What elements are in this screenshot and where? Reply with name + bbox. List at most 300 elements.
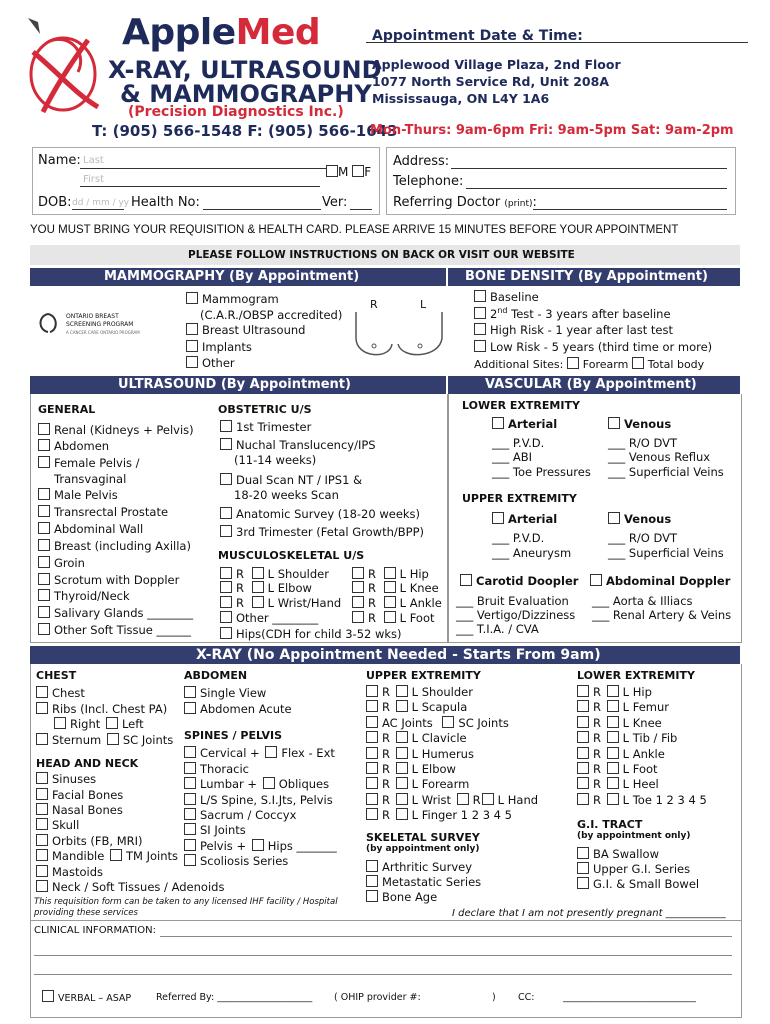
xray-single-view[interactable] <box>184 686 266 700</box>
option-label: Transrectal Prostate <box>54 505 169 519</box>
r-checkbox[interactable] <box>366 762 378 774</box>
xray-pelvis[interactable] <box>184 839 337 853</box>
l-checkbox[interactable] <box>396 700 408 712</box>
flex-ext-label: Flex - Ext <box>281 746 335 760</box>
ob-third-trimester[interactable] <box>220 525 424 539</box>
us-abdominal-wall[interactable] <box>38 522 143 536</box>
l-checkbox[interactable] <box>384 567 396 579</box>
msk-hip[interactable] <box>352 567 429 581</box>
xray-wrist-hand[interactable] <box>366 793 538 807</box>
lower-art-toe[interactable]: ___ Toe Pressures <box>492 465 591 479</box>
obsp-line3: A CANCER CARE ONTARIO PROGRAM <box>66 330 140 335</box>
checkbox[interactable] <box>36 803 48 815</box>
l-label: L <box>622 793 630 807</box>
checkbox[interactable] <box>366 860 378 872</box>
telephone-line[interactable] <box>466 188 727 189</box>
ob-first-trimester[interactable] <box>220 420 311 434</box>
xray-skull[interactable] <box>36 818 79 832</box>
checkbox[interactable] <box>38 589 50 601</box>
referred-by[interactable]: Referred By: ____________________ <box>156 992 313 1003</box>
r-checkbox[interactable] <box>577 700 589 712</box>
appointment-line[interactable] <box>366 42 748 43</box>
option-label: Arterial <box>508 417 558 431</box>
us-breast[interactable] <box>38 539 191 553</box>
r-checkbox[interactable] <box>366 747 378 759</box>
referring-line[interactable] <box>533 209 727 210</box>
us-scrotum[interactable] <box>38 573 179 587</box>
checkbox[interactable] <box>42 990 54 1002</box>
r-checkbox[interactable] <box>220 581 232 593</box>
r-label: R <box>593 793 601 807</box>
option-label: Breast (including Axilla) <box>54 539 191 553</box>
ver-line[interactable] <box>350 209 372 210</box>
dob-field[interactable]: dd / mm / yy <box>72 198 130 208</box>
checkbox[interactable] <box>474 323 486 335</box>
f-checkbox[interactable] <box>352 165 364 177</box>
xray-heel[interactable] <box>577 777 659 791</box>
l-checkbox[interactable] <box>396 793 408 805</box>
msk-heading: MUSCULOSKELETAL U/S <box>218 549 365 562</box>
xray-scoliosis[interactable] <box>184 854 288 868</box>
l-checkbox[interactable] <box>252 581 264 593</box>
xray-scapula[interactable] <box>366 700 467 714</box>
verbal-asap[interactable] <box>42 990 131 1004</box>
baseline-option[interactable] <box>474 290 539 304</box>
dob-line <box>72 209 124 210</box>
r-checkbox[interactable] <box>577 747 589 759</box>
xray-orbits[interactable] <box>36 834 143 848</box>
checkbox[interactable] <box>577 877 589 889</box>
checkbox[interactable] <box>38 606 50 618</box>
r-checkbox[interactable] <box>577 716 589 728</box>
l-checkbox[interactable] <box>384 581 396 593</box>
checkbox[interactable] <box>608 417 620 429</box>
m-checkbox[interactable] <box>326 165 338 177</box>
checkbox[interactable] <box>36 788 48 800</box>
checkbox[interactable] <box>38 488 50 500</box>
spines-heading: SPINES / PELVIS <box>184 729 282 742</box>
us-renal[interactable] <box>38 423 194 437</box>
obsp-line1: ONTARIO BREAST <box>66 313 119 320</box>
mammography-other-option[interactable] <box>186 356 235 370</box>
l-checkbox[interactable] <box>252 567 264 579</box>
checkbox[interactable] <box>366 875 378 887</box>
l-label: L <box>622 777 630 791</box>
option-label: Foot <box>632 762 658 776</box>
xray-femur[interactable] <box>577 700 669 714</box>
msk-shoulder[interactable] <box>220 567 329 581</box>
abdominal-renal[interactable]: ___ Renal Artery & Veins <box>592 608 732 622</box>
xray-thoracic[interactable] <box>184 762 249 776</box>
xray-nasal-bones[interactable] <box>36 803 123 817</box>
msk-wrist-hand[interactable] <box>220 596 341 610</box>
option-label: Other Soft Tissue ______ <box>54 623 192 637</box>
option-label: Sinuses <box>52 772 97 786</box>
checkbox[interactable] <box>38 439 50 451</box>
xray-neck-soft-tissue[interactable] <box>36 880 224 894</box>
referring-print: (print) <box>504 199 533 209</box>
checkbox[interactable] <box>186 292 198 304</box>
flex-ext-checkbox[interactable] <box>265 746 277 758</box>
msk-elbow[interactable] <box>220 581 312 595</box>
xray-ribs[interactable] <box>36 702 167 716</box>
l-checkbox[interactable] <box>607 777 619 789</box>
apple-logo-icon <box>18 12 108 122</box>
ultrasound-title-text: ULTRASOUND <box>118 377 217 392</box>
checkbox[interactable] <box>184 702 196 714</box>
l-checkbox[interactable] <box>396 685 408 697</box>
lower-ven-reflux[interactable]: ___ Venous Reflux <box>608 450 711 464</box>
xray-si-joints[interactable] <box>184 823 246 837</box>
xray-tib-fib[interactable] <box>577 731 677 745</box>
r-checkbox[interactable] <box>577 685 589 697</box>
option-label: Nuchal Translucency/IPS <box>236 438 376 452</box>
xray-elbow[interactable] <box>366 762 456 776</box>
checkbox[interactable] <box>590 574 602 586</box>
option-label: Ribs (Incl. Chest PA) <box>52 702 168 716</box>
option-label: L Hip <box>399 567 429 581</box>
ob-anatomic[interactable] <box>220 507 420 521</box>
xray-metastatic[interactable] <box>366 875 481 889</box>
checkbox[interactable] <box>184 854 196 866</box>
l-checkbox[interactable] <box>252 596 264 608</box>
xray-clavicle[interactable] <box>366 731 467 745</box>
l-checkbox[interactable] <box>396 747 408 759</box>
l-checkbox[interactable] <box>396 808 408 820</box>
tm-joints-label: TM Joints <box>125 849 178 863</box>
option-label: Abdominal Wall <box>54 522 144 536</box>
checkbox[interactable] <box>220 627 232 639</box>
xray-toe[interactable] <box>577 793 707 807</box>
ihf-note-line1: This requisition form can be taken to any licensed IHF facility / Hospital <box>34 897 338 907</box>
checkbox[interactable] <box>608 512 620 524</box>
option-label: Pelvis + <box>200 839 247 853</box>
xray-mastoids[interactable] <box>36 865 103 879</box>
xray-foot[interactable] <box>577 762 658 776</box>
hips-checkbox[interactable] <box>252 839 264 851</box>
mammogram-option[interactable] <box>186 292 279 306</box>
pregnancy-declaration[interactable]: I declare that I am not presently pregnant ____________ <box>452 908 726 919</box>
hand-label: Hand <box>507 793 539 807</box>
checkbox[interactable] <box>36 818 48 830</box>
option-label: Clavicle <box>421 731 467 745</box>
option-label: Baseline <box>490 290 539 304</box>
xray-hip[interactable] <box>577 685 652 699</box>
xray-lumbar[interactable] <box>184 777 329 791</box>
total-body-checkbox[interactable] <box>632 357 644 369</box>
us-salivary[interactable] <box>38 606 193 620</box>
referring-doctor <box>393 195 537 210</box>
carotid-vertigo[interactable]: ___ Vertigo/Dizziness <box>456 608 576 622</box>
us-transrectal[interactable] <box>38 505 168 519</box>
r-label: R <box>593 777 601 791</box>
obliques-checkbox[interactable] <box>263 777 275 789</box>
checkbox[interactable] <box>220 525 232 537</box>
r-checkbox[interactable] <box>220 596 232 608</box>
checkbox[interactable] <box>474 307 486 319</box>
checkbox[interactable] <box>492 512 504 524</box>
checkbox[interactable] <box>474 290 486 302</box>
checkbox[interactable] <box>186 356 198 368</box>
xray-title <box>196 646 601 664</box>
option-label: Forearm <box>421 777 470 791</box>
breast-ultrasound-option[interactable] <box>186 323 305 337</box>
breast-diagram[interactable] <box>350 308 450 368</box>
us-abdomen[interactable] <box>38 439 109 453</box>
head-neck-heading: HEAD AND NECK <box>36 757 139 770</box>
checkbox[interactable] <box>184 823 196 835</box>
checkbox[interactable] <box>36 834 48 846</box>
ob-nuchal-weeks: (11-14 weeks) <box>234 453 317 467</box>
carotid-bruit[interactable]: ___ Bruit Evaluation <box>456 594 569 608</box>
r-checkbox[interactable] <box>366 731 378 743</box>
upper-ven-superficial[interactable]: ___ Superficial Veins <box>608 546 724 560</box>
r-checkbox[interactable] <box>366 700 378 712</box>
upper-venous[interactable] <box>608 512 671 526</box>
obsp-logo <box>36 312 66 338</box>
xray-upper-gi[interactable] <box>577 862 690 876</box>
msk-ankle[interactable] <box>352 596 442 610</box>
checkbox[interactable] <box>38 573 50 585</box>
checkbox[interactable] <box>184 793 196 805</box>
checkbox[interactable] <box>220 611 232 623</box>
carotid-tia[interactable]: ___ T.I.A. / CVA <box>456 622 539 636</box>
xray-finger[interactable] <box>366 808 512 822</box>
option-label-rest: Test - 3 years after baseline <box>507 306 671 321</box>
breast-l-label: L <box>420 298 427 311</box>
option-label: Femur <box>632 700 670 714</box>
checkbox[interactable] <box>36 686 48 698</box>
us-male-pelvis[interactable] <box>38 488 118 502</box>
checkbox[interactable] <box>36 733 48 745</box>
option-label: Implants <box>202 340 252 354</box>
checkbox[interactable] <box>36 880 48 892</box>
right-checkbox[interactable] <box>54 717 66 729</box>
xray-abdomen-acute[interactable] <box>184 702 292 716</box>
checkbox[interactable] <box>184 686 196 698</box>
checkbox[interactable] <box>38 623 50 635</box>
l-label: L <box>622 700 630 714</box>
checkbox[interactable] <box>38 522 50 534</box>
l-label: L <box>497 793 505 807</box>
l-label: L <box>622 747 630 761</box>
msk-other[interactable] <box>220 611 318 625</box>
r-checkbox[interactable] <box>352 611 364 623</box>
option-label: Hip <box>632 685 652 699</box>
first-name-field[interactable]: First <box>83 174 105 185</box>
l-checkbox[interactable] <box>607 762 619 774</box>
r-checkbox[interactable] <box>577 762 589 774</box>
upper-art-aneurysm[interactable]: ___ Aneurysm <box>492 546 572 560</box>
xray-facial-bones[interactable] <box>36 788 123 802</box>
checkbox[interactable] <box>38 423 50 435</box>
upper-arterial[interactable] <box>492 512 557 526</box>
lower-ven-superficial[interactable]: ___ Superficial Veins <box>608 465 724 479</box>
lower-venous[interactable] <box>608 417 671 431</box>
checkbox[interactable] <box>38 505 50 517</box>
option-label: Groin <box>54 556 85 570</box>
health-no-line[interactable] <box>203 209 321 210</box>
checkbox[interactable] <box>577 847 589 859</box>
hand-l-checkbox[interactable] <box>482 793 494 805</box>
checkbox[interactable] <box>184 808 196 820</box>
xray-sacrum[interactable] <box>184 808 296 822</box>
xray-sternum[interactable] <box>36 733 173 747</box>
checkbox[interactable] <box>577 862 589 874</box>
option-label: Low Risk - 5 years (third time or more) <box>490 340 713 354</box>
l-checkbox[interactable] <box>607 700 619 712</box>
r-checkbox[interactable] <box>577 777 589 789</box>
clinical-info-line1[interactable] <box>160 936 732 937</box>
r-checkbox[interactable] <box>366 777 378 789</box>
l-checkbox[interactable] <box>396 762 408 774</box>
implants-option[interactable] <box>186 340 252 354</box>
l-checkbox[interactable] <box>607 793 619 805</box>
option-label: G.I. & Small Bowel <box>593 877 700 891</box>
ohip-provider[interactable]: ( OHIP provider #: <box>334 992 421 1003</box>
checkbox[interactable] <box>36 849 48 861</box>
forearm-checkbox[interactable] <box>567 357 579 369</box>
us-thyroid[interactable] <box>38 589 130 603</box>
lower-art-abi[interactable]: ___ ABI <box>492 450 533 464</box>
xray-humerus[interactable] <box>366 747 474 761</box>
carotid-doppler[interactable] <box>460 574 578 588</box>
checkbox[interactable] <box>186 323 198 335</box>
r-checkbox[interactable] <box>577 793 589 805</box>
msk-hips[interactable] <box>220 627 402 641</box>
checkbox[interactable] <box>492 417 504 429</box>
address-line2: 1077 North Service Rd, Unit 208A <box>372 74 609 89</box>
ob-nuchal[interactable] <box>220 438 376 452</box>
xray-bone-age[interactable] <box>366 890 437 904</box>
cc-line[interactable]: ____________________________ <box>563 992 696 1003</box>
r-checkbox[interactable] <box>366 793 378 805</box>
ob-dual-scan[interactable] <box>220 473 362 487</box>
lower-art-pvd[interactable]: ___ P.V.D. <box>492 436 545 450</box>
r-label: R <box>368 596 376 610</box>
xray-sinuses[interactable] <box>36 772 96 786</box>
checkbox[interactable] <box>38 539 50 551</box>
lower-arterial[interactable] <box>492 417 557 431</box>
checkbox[interactable] <box>36 865 48 877</box>
abdominal-aorta[interactable]: ___ Aorta & Illiacs <box>592 594 693 608</box>
abdominal-doppler[interactable] <box>590 574 730 588</box>
l-checkbox[interactable] <box>384 596 396 608</box>
checkbox[interactable] <box>36 702 48 714</box>
r-checkbox[interactable] <box>366 685 378 697</box>
xray-forearm[interactable] <box>366 777 469 791</box>
xray-ls-spine[interactable] <box>184 793 333 807</box>
us-soft-tissue[interactable] <box>38 623 191 637</box>
us-female-pelvis[interactable] <box>38 456 140 470</box>
second-test-option[interactable] <box>474 306 671 321</box>
upper-ven-dvt[interactable]: ___ R/O DVT <box>608 531 678 545</box>
r-checkbox[interactable] <box>220 567 232 579</box>
clinical-info-line3[interactable] <box>34 974 732 975</box>
option-label: L Knee <box>399 581 439 595</box>
l-checkbox[interactable] <box>396 731 408 743</box>
l-checkbox[interactable] <box>607 685 619 697</box>
r-checkbox[interactable] <box>352 567 364 579</box>
r-checkbox[interactable] <box>366 808 378 820</box>
checkbox[interactable] <box>460 574 472 586</box>
low-risk-option[interactable] <box>474 340 712 354</box>
checkbox[interactable] <box>184 746 196 758</box>
address-line[interactable] <box>451 168 727 169</box>
checkbox[interactable] <box>184 762 196 774</box>
xray-chest[interactable] <box>36 686 85 700</box>
hand-r-checkbox[interactable] <box>457 793 469 805</box>
xray-cervical[interactable] <box>184 746 335 760</box>
xray-ba-swallow[interactable] <box>577 847 659 861</box>
l-checkbox[interactable] <box>607 747 619 759</box>
vascular-lower-heading: LOWER EXTREMITY <box>462 399 580 412</box>
option-label: Orbits (FB, MRI) <box>52 834 143 848</box>
checkbox[interactable] <box>184 777 196 789</box>
l-checkbox[interactable] <box>607 731 619 743</box>
tm-joints-checkbox[interactable] <box>110 849 122 861</box>
msk-knee[interactable] <box>352 581 439 595</box>
l-checkbox[interactable] <box>607 716 619 728</box>
checkbox[interactable] <box>38 556 50 568</box>
r-checkbox[interactable] <box>352 581 364 593</box>
msk-foot[interactable] <box>352 611 435 625</box>
checkbox[interactable] <box>186 340 198 352</box>
l-checkbox[interactable] <box>396 777 408 789</box>
option-label: Shoulder <box>421 685 473 699</box>
xray-mandible[interactable] <box>36 849 178 863</box>
checkbox[interactable] <box>220 507 232 519</box>
r-checkbox[interactable] <box>352 596 364 608</box>
checkbox[interactable] <box>184 839 196 851</box>
checkbox[interactable] <box>220 473 232 485</box>
bone-density-title <box>465 268 708 286</box>
sc-joints-checkbox[interactable] <box>107 733 119 745</box>
checkbox[interactable] <box>220 420 232 432</box>
upper-art-pvd[interactable]: ___ P.V.D. <box>492 531 545 545</box>
l-checkbox[interactable] <box>384 611 396 623</box>
ac-joints-checkbox[interactable] <box>366 716 378 728</box>
skeletal-survey-heading: SKELETAL SURVEY <box>366 831 480 844</box>
r-label: R <box>236 581 244 595</box>
option-label: Mastoids <box>52 865 103 879</box>
xray-arthritic[interactable] <box>366 860 472 874</box>
r-label: R <box>368 567 376 581</box>
lower-ven-dvt[interactable]: ___ R/O DVT <box>608 436 678 450</box>
sc-joints-checkbox[interactable] <box>442 716 454 728</box>
option-label: Scoliosis Series <box>200 854 289 868</box>
checkbox[interactable] <box>36 772 48 784</box>
r-checkbox[interactable] <box>577 731 589 743</box>
checkbox[interactable] <box>220 438 232 450</box>
xray-small-bowel[interactable] <box>577 877 699 891</box>
high-risk-option[interactable] <box>474 323 673 337</box>
option-label: Finger 1 2 3 4 5 <box>421 808 512 822</box>
xray-ankle[interactable] <box>577 747 665 761</box>
us-groin[interactable] <box>38 556 85 570</box>
checkbox[interactable] <box>38 456 50 468</box>
left-checkbox[interactable] <box>106 717 118 729</box>
last-name-field[interactable]: Last <box>83 155 104 166</box>
clinical-info-line2[interactable] <box>34 955 732 956</box>
xray-knee[interactable] <box>577 716 662 730</box>
option-label: Knee <box>632 716 662 730</box>
checkbox[interactable] <box>474 340 486 352</box>
checkbox[interactable] <box>366 890 378 902</box>
xray-shoulder[interactable] <box>366 685 473 699</box>
option-label: Lumbar + <box>200 777 258 791</box>
appointment-label: Appointment Date & Time: <box>372 28 583 44</box>
